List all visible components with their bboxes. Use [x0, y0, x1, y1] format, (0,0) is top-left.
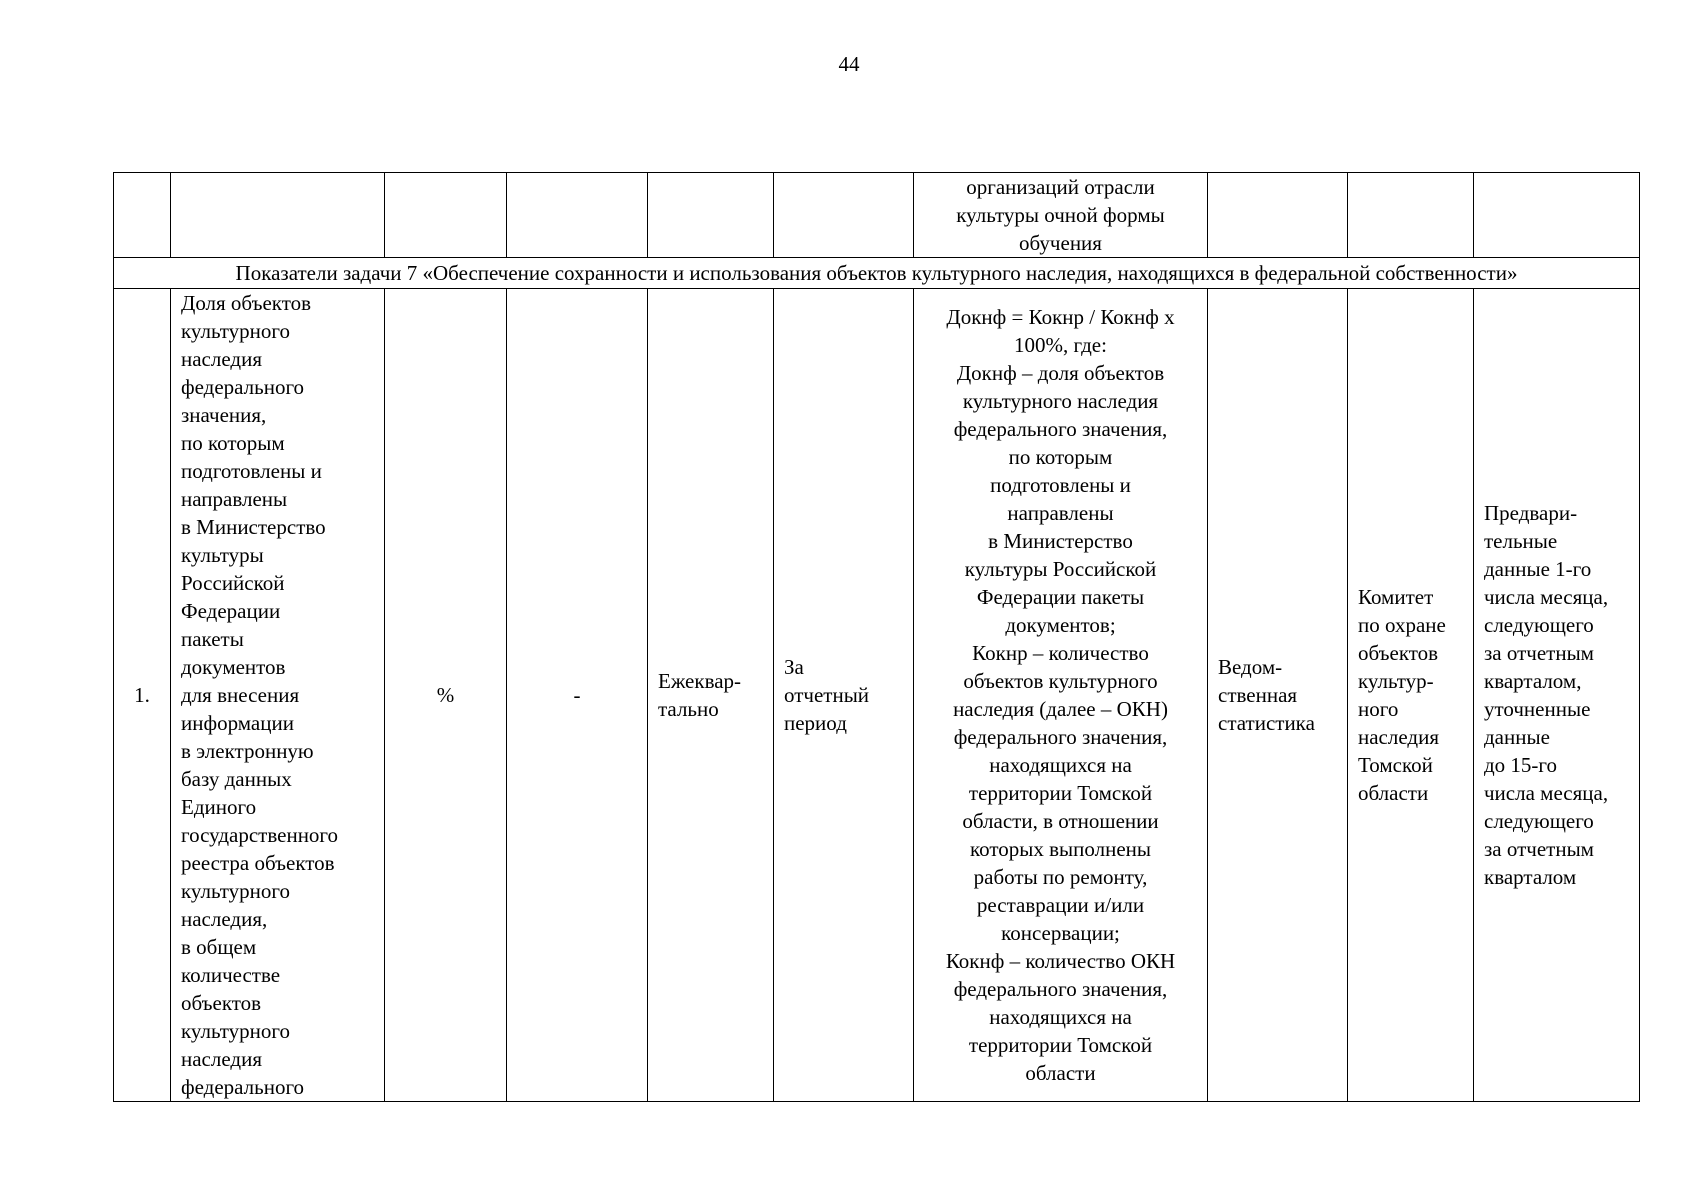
- text-line: Российской: [181, 571, 285, 595]
- text-line: документов: [181, 655, 286, 679]
- text-line: Докнф = Кокнр / Кокнф x: [946, 305, 1175, 329]
- text-line: направлены: [1007, 501, 1114, 525]
- text-line: в электронную: [181, 739, 314, 763]
- text-line: подготовлены и: [990, 473, 1131, 497]
- text-line: пакеты: [181, 627, 244, 651]
- text-line: области, в отношении: [962, 809, 1159, 833]
- text-line: ственная: [1218, 683, 1298, 707]
- text-line: количестве: [181, 963, 281, 987]
- cell-empty: [774, 173, 914, 258]
- indicators-table: [113, 172, 1640, 1102]
- text-line: государственного: [181, 823, 339, 847]
- text-line: в Министерство: [988, 529, 1133, 553]
- formula-continuation-cell: [914, 173, 1208, 258]
- text-line: кварталом,: [1484, 669, 1582, 693]
- text-line: Федерации: [181, 599, 281, 623]
- cell-empty: [1474, 173, 1640, 258]
- text-line: организаций отрасли: [966, 175, 1155, 199]
- text-line: данные: [1484, 725, 1550, 749]
- continuation-row: [114, 173, 1640, 258]
- indicator-formula: [914, 289, 1208, 1102]
- text-line: наследия: [181, 1047, 262, 1071]
- cell-empty: [507, 173, 648, 258]
- text-line: наследия: [1358, 725, 1439, 749]
- text-line: Федерации пакеты: [976, 585, 1145, 609]
- text-line: подготовлены и: [181, 459, 322, 483]
- text-line: кварталом: [1484, 865, 1577, 889]
- text-line: значения,: [181, 403, 267, 427]
- text-line: тельные: [1484, 529, 1558, 553]
- indicator-base-value: -: [507, 289, 648, 1102]
- indicator-number: 1.: [114, 289, 171, 1102]
- text-line: статистика: [1218, 711, 1315, 735]
- section-heading-row: [114, 258, 1640, 289]
- text-line: области: [1025, 1061, 1096, 1085]
- text-line: период: [784, 711, 847, 735]
- indicator-row: [114, 289, 1640, 1102]
- text-line: культур-: [1358, 669, 1434, 693]
- text-line: информации: [181, 711, 294, 735]
- text-line: ного: [1358, 697, 1399, 721]
- text-line: 100%, где:: [1014, 333, 1107, 357]
- text-line: культурного наследия: [962, 389, 1159, 413]
- text-line: Кокнр – количество: [972, 641, 1149, 665]
- text-line: по охране: [1358, 613, 1446, 637]
- cell-empty: [385, 173, 507, 258]
- text-line: отчетный: [784, 683, 870, 707]
- text-line: Предвари-: [1484, 501, 1578, 525]
- text-line: документов;: [1005, 613, 1116, 637]
- cell-empty: [648, 173, 774, 258]
- text-line: объектов культурного: [963, 669, 1158, 693]
- text-line: объектов: [181, 991, 262, 1015]
- indicator-frequency: [648, 289, 774, 1102]
- text-line: Докнф – доля объектов: [956, 361, 1165, 385]
- indicator-responsible: [1348, 289, 1474, 1102]
- text-line: которых выполнены: [970, 837, 1151, 861]
- text-line: территории Томской: [968, 781, 1153, 805]
- page-number: 44: [838, 52, 860, 76]
- text-line: Доля объектов: [181, 291, 312, 315]
- text-line: находящихся на: [989, 1005, 1132, 1029]
- section-heading: Показатели задачи 7 «Обеспечение сохранности и использования объектов культурного наследия, находящихся в федеральной собственности»: [114, 258, 1640, 289]
- text-line: Ведом-: [1218, 655, 1283, 679]
- text-line: Единого: [181, 795, 257, 819]
- text-line: культуры: [181, 543, 264, 567]
- text-line: реестра объектов: [181, 851, 335, 875]
- text-line: обучения: [1019, 231, 1102, 255]
- text-line: федерального: [181, 1075, 305, 1099]
- text-line: федерального: [181, 375, 305, 399]
- text-line: числа месяца,: [1484, 781, 1609, 805]
- text-line: Комитет: [1358, 585, 1434, 609]
- indicator-source: [1208, 289, 1348, 1102]
- cell-empty: [114, 173, 171, 258]
- text-line: уточненные: [1484, 697, 1591, 721]
- text-line: находящихся на: [989, 753, 1132, 777]
- text-line: по которым: [1008, 445, 1113, 469]
- indicator-unit: %: [385, 289, 507, 1102]
- text-line: в Министерство: [181, 515, 326, 539]
- text-line: для внесения: [181, 683, 300, 707]
- text-line: федерального значения,: [953, 725, 1168, 749]
- indicator-name-cell: [171, 289, 385, 1102]
- text-line: за отчетным: [1484, 837, 1594, 861]
- text-line: в общем: [181, 935, 257, 959]
- text-line: культурного: [181, 319, 290, 343]
- text-line: Томской: [1358, 753, 1433, 777]
- text-line: данные 1-го: [1484, 557, 1592, 581]
- text-line: наследия (далее – ОКН): [953, 697, 1168, 721]
- cell-empty: [1208, 173, 1348, 258]
- text-line: наследия,: [181, 907, 268, 931]
- cell-empty: [171, 173, 385, 258]
- text-line: тально: [658, 697, 719, 721]
- text-line: За: [784, 655, 804, 679]
- text-line: культурного: [181, 879, 290, 903]
- text-line: консервации;: [1001, 921, 1120, 945]
- text-line: культуры очной формы: [956, 203, 1165, 227]
- text-line: реставрации и/или: [976, 893, 1145, 917]
- text-line: до 15-го: [1484, 753, 1558, 777]
- text-line: базу данных: [181, 767, 292, 791]
- text-line: следующего: [1484, 613, 1594, 637]
- text-line: направлены: [181, 487, 288, 511]
- text-line: за отчетным: [1484, 641, 1594, 665]
- text-line: Кокнф – количество ОКН: [945, 949, 1176, 973]
- text-line: наследия: [181, 347, 262, 371]
- text-line: объектов: [1358, 641, 1439, 665]
- text-line: по которым: [181, 431, 285, 455]
- indicator-period: [774, 289, 914, 1102]
- text-line: числа месяца,: [1484, 585, 1609, 609]
- indicator-timing: [1474, 289, 1640, 1102]
- text-line: федерального значения,: [953, 417, 1168, 441]
- text-line: Ежеквар-: [658, 669, 742, 693]
- text-line: следующего: [1484, 809, 1594, 833]
- text-line: культурного: [181, 1019, 290, 1043]
- text-line: работы по ремонту,: [973, 865, 1148, 889]
- text-line: культуры Российской: [964, 557, 1157, 581]
- text-line: области: [1358, 781, 1429, 805]
- cell-empty: [1348, 173, 1474, 258]
- text-line: территории Томской: [968, 1033, 1153, 1057]
- text-line: федерального значения,: [953, 977, 1168, 1001]
